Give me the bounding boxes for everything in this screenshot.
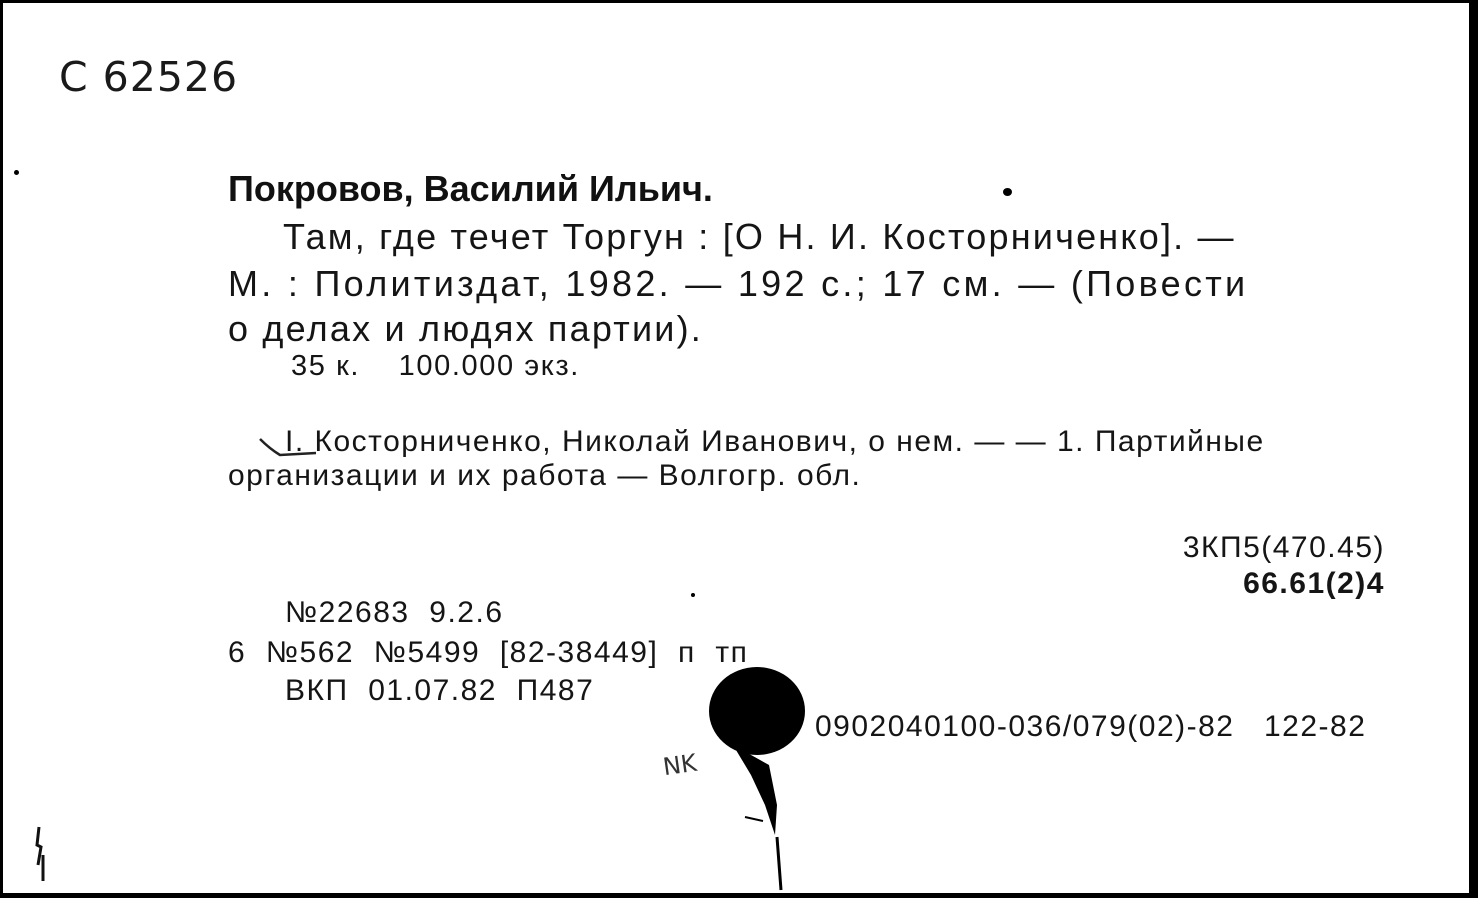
order-line-2: 6 №562 №5499 [82-38449] п тп: [228, 636, 749, 669]
catalog-card: [3, 3, 1473, 893]
classification-index-1: 3КП5(470.45): [1182, 531, 1385, 564]
order-line-1: №22683 9.2.6: [285, 596, 504, 629]
author-heading: Покровов, Василий Ильич.: [228, 168, 713, 209]
pencil-tick-icon: [258, 431, 318, 461]
handwritten-mark: NK: [661, 748, 699, 782]
margin-dot: [14, 170, 19, 175]
title-line-3: о делах и людях партии).: [228, 308, 703, 349]
title-line-2: М. : Политиздат, 1982. — 192 с.; 17 см. — (Повести: [228, 263, 1249, 304]
inventory-number: C 62526: [59, 53, 239, 101]
title-line-1: Там, где течет Торгун : [О Н. И. Косторниченко]. —: [283, 216, 1236, 257]
classification-index-2: 66.61(2)4: [1243, 567, 1385, 600]
punch-hole-blot: [703, 665, 813, 895]
code-line: 0902040100-036/079(02)-82 122-82: [815, 710, 1367, 743]
price-line: 35 к. 100.000 экз.: [291, 350, 580, 382]
small-mark: [1003, 188, 1012, 196]
speck-dot: [691, 593, 695, 597]
subject-line-1: I. Косторниченко, Николай Иванович, о нем. — — 1. Партийные: [285, 425, 1265, 458]
order-line-3: ВКП 01.07.82 П487: [285, 674, 595, 707]
edge-scribble: [29, 825, 53, 885]
subject-line-2: организации и их работа — Волгогр. обл.: [228, 459, 862, 492]
